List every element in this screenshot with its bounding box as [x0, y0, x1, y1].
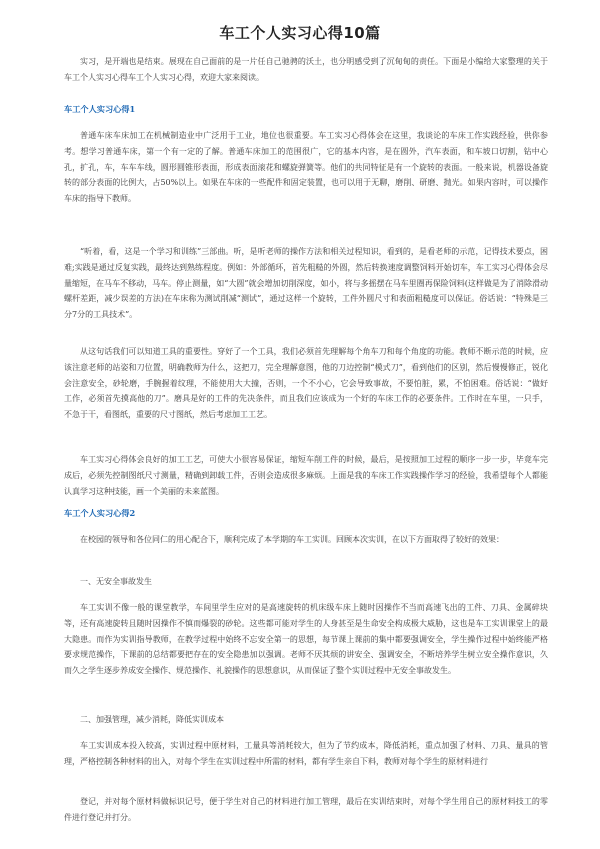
- section-1-paragraph-4: 车工实习心得体会良好的加工工艺，可使大小很容易保证，缩短车削工件的时候，最后，是按照加工过程的顺序一步一步，毕竟车完成后，必须先控制图纸尺寸测量，精确到卸载工件，否则会造成很多麻烦。上面是我的车床工作实践操作学习的经验，我希望每个人都能认真学习这种技能，画一个美丽的未来蓝图。: [64, 455, 548, 496]
- page-title: 车工个人实习心得10篇: [219, 24, 381, 42]
- section-2-paragraph-1: 在校园的领导和各位同仁的用心配合下，顺利完成了本学期的车工实训。回顾本次实训，在以下方面取得了较好的效果：: [80, 535, 504, 544]
- section-2-paragraph-2: 车工实训不像一般的课堂教学，车间里学生应对的是高速旋转的机床级车床上随时因操作不当而高速飞出的工件、刀具、金属碎块等，还有高速旋转且随时因操作不慎而爆裂的砂轮。这些都可能对学生的人身甚至是生命安全构成极大威胁，这也是车工实训课堂上的最大隐患。而作为实训指导教师，在教学过程中始终不忘安全第一的思想，每节课上课前的集中都要强调安全，学生操作过程中始终能严格要求规范操作，下课前的总结都要把存在的安全隐患加以强调。老师不厌其烦的讲安全、强调安全，不断培养学生树立安全操作意识，久而久之学生逐步养成安全操作、规范操作、礼貌操作的思想意识，从而保证了整个实训过程中无安全事故发生。: [64, 603, 548, 676]
- section-heading-2: 车工个人实习心得2: [64, 508, 136, 518]
- section-2-paragraph-3: 车工实训成本投入较高，实训过程中原材料，工量具等消耗较大，但为了节约成本，降低消耗，重点加强了材料、刀具、量具的管理，严格控制各种材料的出入，对每个学生在实训过程中所需的材料，都有学生亲自下料，教师对每个学生的原材料进行: [64, 741, 548, 766]
- section-1-paragraph-3: 从这句话我们可以知道工具的重要性。穿好了一个工具，我们必须首先理解每个角车刀和每个角度的功能。教师不断示范的时候，应该注意老师的站姿和刀位置，明确教师为什么，这把刀，完全理解意图，他的刀边控制“模式刀”，看到他们的区别，然后慢慢修正，锐化会注意安全，砂轮磨，手腕握着纹理，不能使用大大撞，否则，一个不小心，它会导致事故，不要怕脏，累，不怕困难。俗话说：“做好工作，必须首先摸高他的刀”。磨具是好的工件的先决条件，而且我们应该成为一个好的车床工作的必要条件。工作时在车里，一只手，不急于干，看图纸，重要的尺寸图纸，然后考虑加工工艺。: [64, 347, 548, 420]
- subheading-management: 二、加强管理，减少消耗，降低实训成本: [80, 715, 224, 724]
- section-1-paragraph-1: 普通车床车床加工在机械制造业中广泛用于工业，地位也很重要。车工实习心得体会在这里，我谈论的车床工作实践经验，供你参考。想学习普通车床，第一个有一定的了解。普通车床加工的范围很广，它的基本内容，是在圆外，汽车表面，和车坡口切割，钻中心孔，扩孔，车，车车车线，圆形圆锥形表面，形成表面滚花和螺旋弹簧等。他们的共同特征是有一个旋转的表面。一般来说，机器设备旋转的部分表面的比例大，占50%以上。如果在车床的一些配件和固定装置，也可以用于无聊，磨削、研磨、抛光。如果内容时，可以操作车床的指导下教师。: [64, 131, 548, 204]
- section-heading-1: 车工个人实习心得1: [64, 104, 136, 114]
- section-2-paragraph-4: 登记，并对每个原材料做标识记号，便于学生对自己的材料进行加工管理，最后在实训结束时，对每个学生用自己的原材料技工的零件进行登记并打分。: [64, 797, 548, 822]
- subheading-no-accidents: 一、无安全事故发生: [80, 577, 152, 586]
- section-1-paragraph-2: “听着，看，这是一个学习和训练”三部曲。听，是听老师的操作方法和相关过程知识，看到的，是看老师的示范，记得技术要点，困难;实践是通过反复实践，最终达到熟练程度。例如：外部循环，首先粗糙的外圆，然后转换速度调整饲料开始切车，车工实习心得体会尽量缩短，在马车不移动，马车。停止测量，如“大圆”就会增加切削深度，如小，将与多摇摆在马车里圈再保险饲料(这样做是为了消除滑动螺杆差距，减少误差的方法)在车床称为测试削减“测试”，通过这样一个旋转，工件外圆尺寸和表面粗糙度可以保证。俗话说：“特殊是三分7分的工具技术”。: [64, 247, 548, 320]
- intro-paragraph: 实习，是开端也是结束。展现在自己面前的是一片任自己驰骋的沃土，也分明感受到了沉甸甸的责任。下面是小编给大家整理的关于车工个人实习心得车工个人实习心得，欢迎大家来阅读。: [64, 57, 548, 82]
